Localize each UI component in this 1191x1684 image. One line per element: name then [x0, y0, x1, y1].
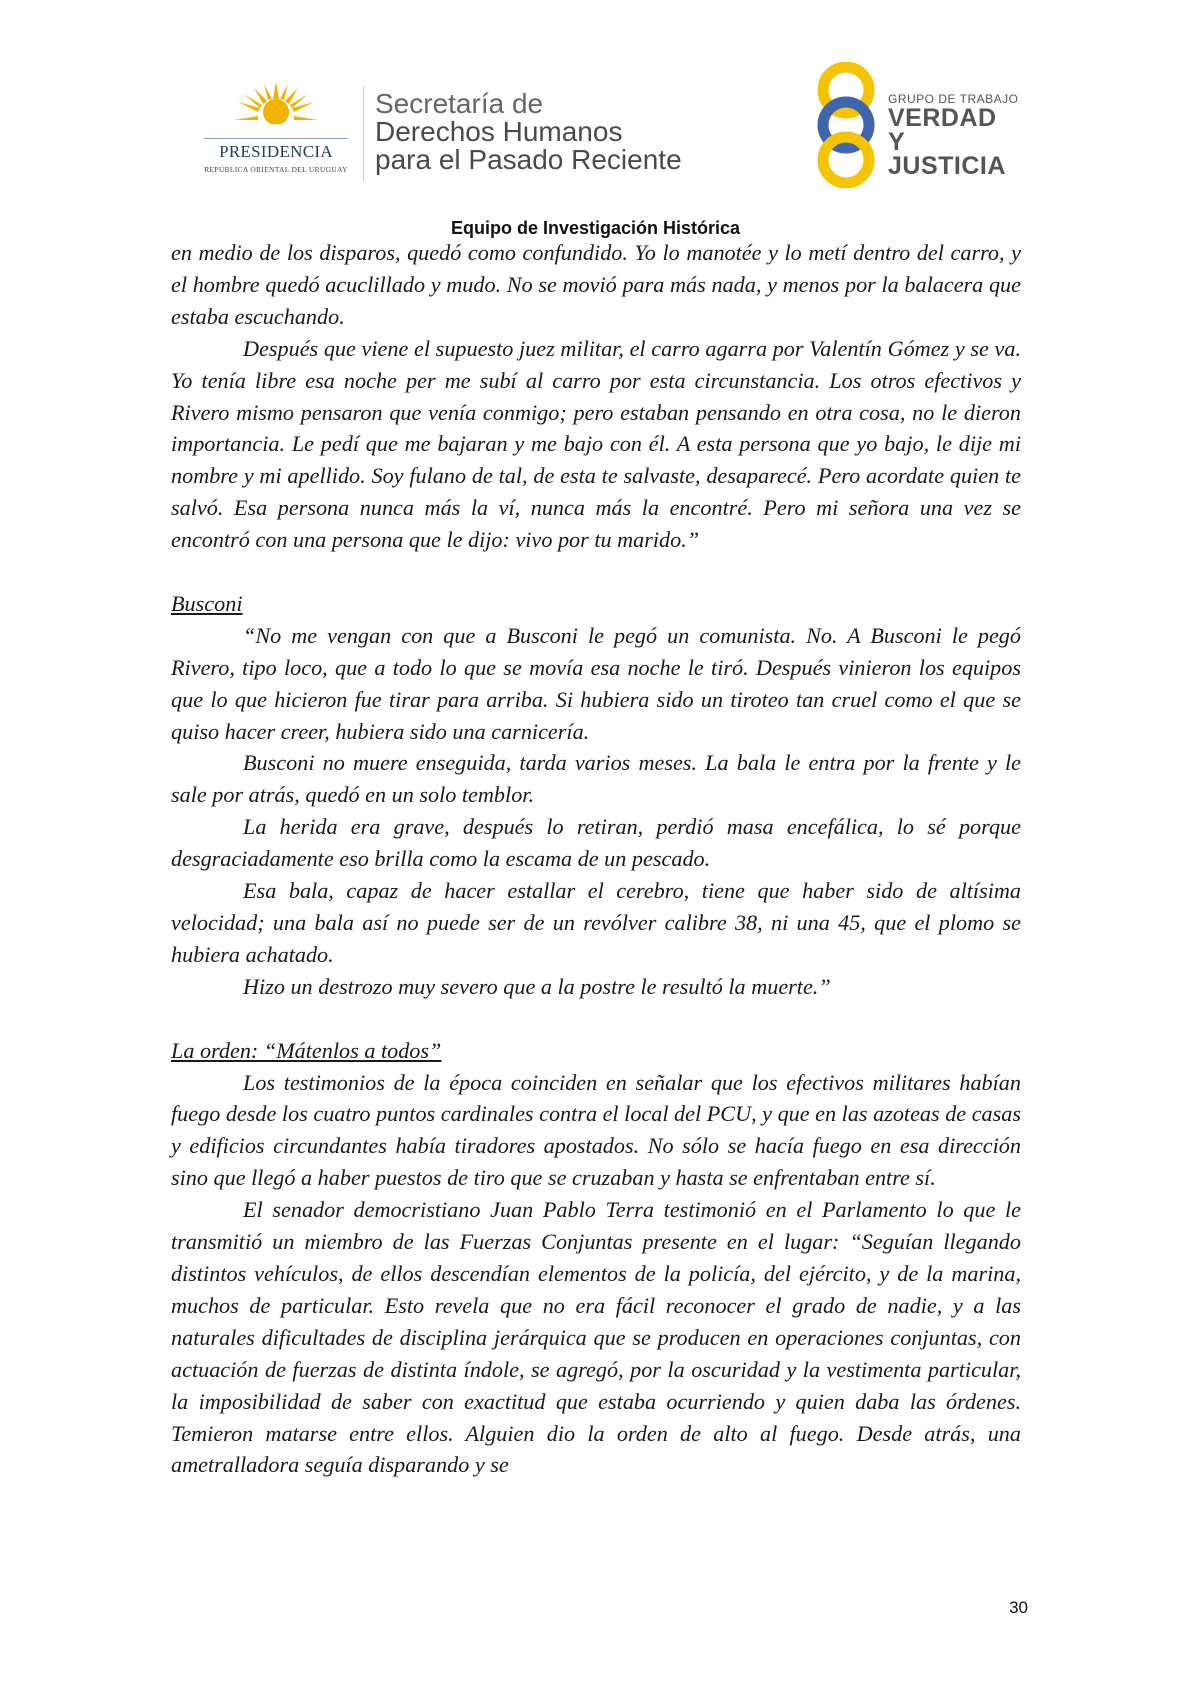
gtvj-logo — [810, 62, 1020, 192]
section-heading-la-orden: La orden: “Mátenlos a todos” — [171, 1037, 442, 1063]
presidencia-subtitle: REPÚBLICA ORIENTAL DEL URUGUAY — [204, 165, 348, 174]
page-header — [0, 0, 1191, 238]
paragraph: El senador democristiano Juan Pablo Terra testimonió en el Parlamento lo que le transmitió un miembro de las Fuerzas Conjuntas presente en el lugar: “Seguían llegando distintos vehículos, de ellos descendían elementos de la policía, del ejército, y de la marina, muchos de particular. Esto revela que no era fácil reconocer el grado de nadie, y a las naturales dificultades de disciplina jerárquica que se producen en operaciones conjuntas, con actuación de fuerzas de distinta índole, se agregó, por la oscuridad y la vestimenta particular, la imposibilidad de saber con exactitud que estaba ocurriendo y quien daba las órdenes. Temieron matarse entre ellos. Alguien dio la orden de alto al fuego. Desde atrás, una ametralladora seguía disparando y se — [171, 1197, 1021, 1478]
paragraph: Esa bala, capaz de hacer estallar el cerebro, tiene que haber sido de altísima velocidad; una bala así no puede ser de un revólver calibre 38, ni una 45, que el plomo se hubiera achatado. — [171, 878, 1021, 967]
paragraph: Busconi no muere enseguida, tarda varios meses. La bala le entra por la frente y le sale por atrás, quedó en un solo temblor. — [171, 750, 1021, 808]
sun-emblem-icon — [234, 82, 318, 138]
gtvj-line-1: VERDAD Y — [888, 104, 997, 156]
paragraph: “No me vengan con que a Busconi le pegó un comunista. No. A Busconi le pegó Rivero, tipo loco, que a todo lo que se movía esa noche le tiró. Después vinieron los equipos que lo que hicieron fue tirar para arriba. Si hubiera sido un tiroteo tan cruel como el que se quiso hacer creer, hubiera sido una carnicería. — [171, 622, 1021, 744]
paragraph-spacer — [171, 556, 1021, 588]
paragraph-spacer — [171, 1003, 1021, 1035]
paragraph: Hizo un destrozo muy severo que a la postre le resultó la muerte.” — [243, 973, 831, 999]
secretaria-line-2: Derechos Humanos — [375, 116, 623, 147]
gtvj-line-2: JUSTICIA — [888, 152, 1006, 180]
presidencia-rule — [204, 138, 348, 139]
paragraph: La herida era grave, después lo retiran, perdió masa encefálica, lo sé porque desgraciadamente eso brilla como la escama de un pescado. — [171, 814, 1021, 872]
paragraph: en medio de los disparos, quedó como confundido. Yo lo manotée y lo metí dentro del carro, y el hombre quedó acuclillado y mudo. No se movió para más nada, y menos por la balacera que estaba escuchando. — [171, 240, 1021, 329]
presidencia-logo — [196, 82, 356, 182]
paragraph: Los testimonios de la época coinciden en señalar que los efectivos militares habían fuego desde los cuatro puntos cardinales contra el local del PCU, y que en las azoteas de casas y edificios circundantes había tiradores apostados. No sólo se hacía fuego en esa dirección sino que llegó a haber puestos de tiro que se cruzaban y hasta se enfrentaban entre sí. — [171, 1069, 1021, 1191]
gtvj-small-line: GRUPO DE TRABAJO — [888, 92, 1019, 106]
presidencia-name: PRESIDENCIA — [219, 142, 333, 161]
header-divider — [363, 86, 364, 182]
secretaria-title — [375, 90, 682, 174]
linked-rings-icon — [810, 62, 882, 188]
paragraph: Después que viene el supuesto juez militar, el carro agarra por Valentín Gómez y se va. Yo tenía libre esa noche per me subí al carro por esta circunstancia. Los otros efectivos y Rivero mismo pensaron que venía conmigo; pero estaban pensando en otra cosa, no le dieron importancia. Le pedí que me bajaran y me bajo con él. A esta persona que yo bajo, le dije mi nombre y mi apellido. Soy fulano de tal, de esta te salvaste, desaparecé. Pero acordate quien te salvó. Esa persona nunca más la ví, nunca más la encontré. Pero mi señora una vez se encontró con una persona que le dijo: vivo por tu marido.” — [171, 335, 1021, 553]
page-number: 30 — [1009, 1598, 1028, 1617]
secretaria-line-3: para el Pasado Reciente — [375, 144, 682, 175]
gtvj-wordmark — [888, 92, 1020, 178]
secretaria-line-1: Secretaría de — [375, 88, 544, 119]
team-title: Equipo de Investigación Histórica — [450, 218, 741, 238]
document-body — [171, 237, 1021, 1481]
section-heading-busconi: Busconi — [171, 590, 243, 616]
